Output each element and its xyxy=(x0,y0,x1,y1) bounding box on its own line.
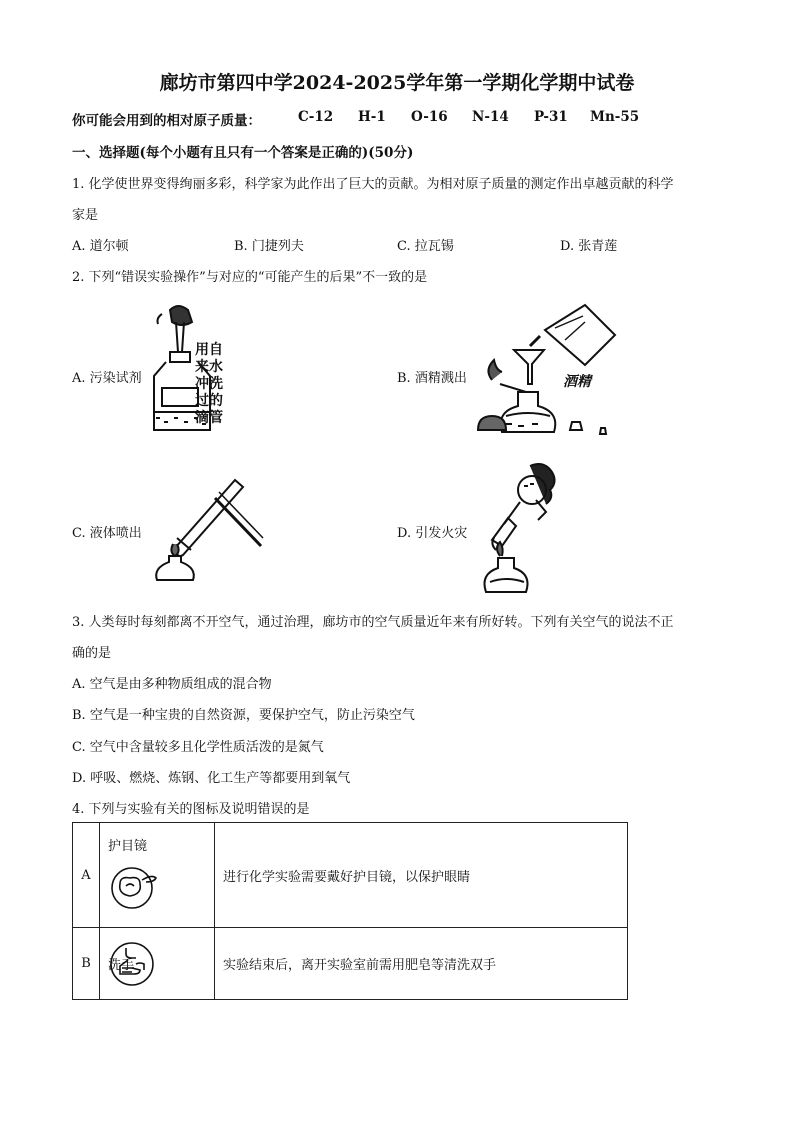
q1-option-a: A. 道尔顿 xyxy=(72,239,129,254)
atomic-mass-item: P-31 xyxy=(534,109,568,125)
q3-stem-line1: 3. 人类每时每刻都离不开空气，通过治理，廊坊市的空气质量近年来有所好转。下列有关空气的说法不正 xyxy=(72,615,674,630)
hand-wash-icon xyxy=(108,940,156,988)
atomic-masses-label: 你可能会用到的相对原子质量： xyxy=(72,113,261,129)
atomic-mass-item: Mn-55 xyxy=(590,109,640,125)
figure-b-alcohol-lamp xyxy=(470,300,630,445)
goggles-icon xyxy=(108,864,160,910)
q2-option-a: A. 污染试剂 xyxy=(72,371,142,386)
atomic-mass-item: H-1 xyxy=(358,109,386,125)
q1-option-b: B. 门捷列夫 xyxy=(234,239,304,254)
atomic-mass-item: N-14 xyxy=(472,109,509,125)
q2-option-b: B. 酒精溅出 xyxy=(397,371,467,386)
table-row xyxy=(73,823,628,928)
q3-option-c: C. 空气中含量较多且化学性质活泼的是氮气 xyxy=(72,740,324,755)
q1-option-c: C. 拉瓦锡 xyxy=(397,239,454,254)
figure-b-label: 酒精 xyxy=(563,374,591,390)
q3-stem-line2: 确的是 xyxy=(72,646,112,661)
page-title: 廊坊市第四中学2024-2025学年第一学期化学期中试卷 xyxy=(159,72,635,94)
description-cell: 进行化学实验需要戴好护目镜，以保护眼睛 xyxy=(215,823,628,928)
figure-a-caption-line: 来水 xyxy=(195,359,223,375)
q4-stem: 4. 下列与实验有关的图标及说明错误的是 xyxy=(72,802,310,817)
atomic-mass-item: O-16 xyxy=(411,109,448,125)
q3-option-b: B. 空气是一种宝贵的自然资源，要保护空气，防止污染空气 xyxy=(72,708,415,723)
description-cell: 实验结束后，离开实验室前需用肥皂等清洗双手 xyxy=(215,928,628,1000)
q2-option-c: C. 液体喷出 xyxy=(72,526,142,541)
q3-option-d: D. 呼吸、燃烧、炼钢、化工生产等都要用到氧气 xyxy=(72,771,351,786)
q3-option-a: A. 空气是由多种物质组成的混合物 xyxy=(72,677,272,692)
figure-a-caption-line: 用自 xyxy=(195,342,223,358)
icon-label: 洗手 xyxy=(108,958,135,973)
q4-table xyxy=(72,822,628,1000)
icon-label: 护目镜 xyxy=(108,839,148,854)
row-letter: B xyxy=(73,928,100,1000)
section-heading: 一、选择题(每个小题有且只有一个答案是正确的)(50分) xyxy=(72,145,414,161)
q1-stem-line1: 1. 化学使世界变得绚丽多彩，科学家为此作出了巨大的贡献。为相对原子质量的测定作出卓越贡献的科学 xyxy=(72,177,674,192)
q1-stem-line2: 家是 xyxy=(72,208,99,223)
figure-a-caption xyxy=(195,342,231,427)
q2-stem: 2. 下列“错误实验操作”与对应的“可能产生的后果”不一致的是 xyxy=(72,270,428,285)
figure-d-lighting-lamp xyxy=(470,460,570,600)
table-row xyxy=(73,928,628,1000)
q2-option-d: D. 引发火灾 xyxy=(397,526,468,541)
q1-option-d: D. 张青莲 xyxy=(560,239,618,254)
figure-c-heating-test-tube xyxy=(155,468,270,583)
figure-a-caption-line: 滴管 xyxy=(195,410,223,426)
figure-a-caption-line: 冲洗 xyxy=(195,376,223,392)
atomic-mass-item: C-12 xyxy=(298,109,334,125)
row-letter: A xyxy=(73,823,100,928)
icon-cell xyxy=(100,823,215,928)
icon-cell xyxy=(100,928,215,1000)
figure-a-caption-line: 过的 xyxy=(195,393,223,409)
